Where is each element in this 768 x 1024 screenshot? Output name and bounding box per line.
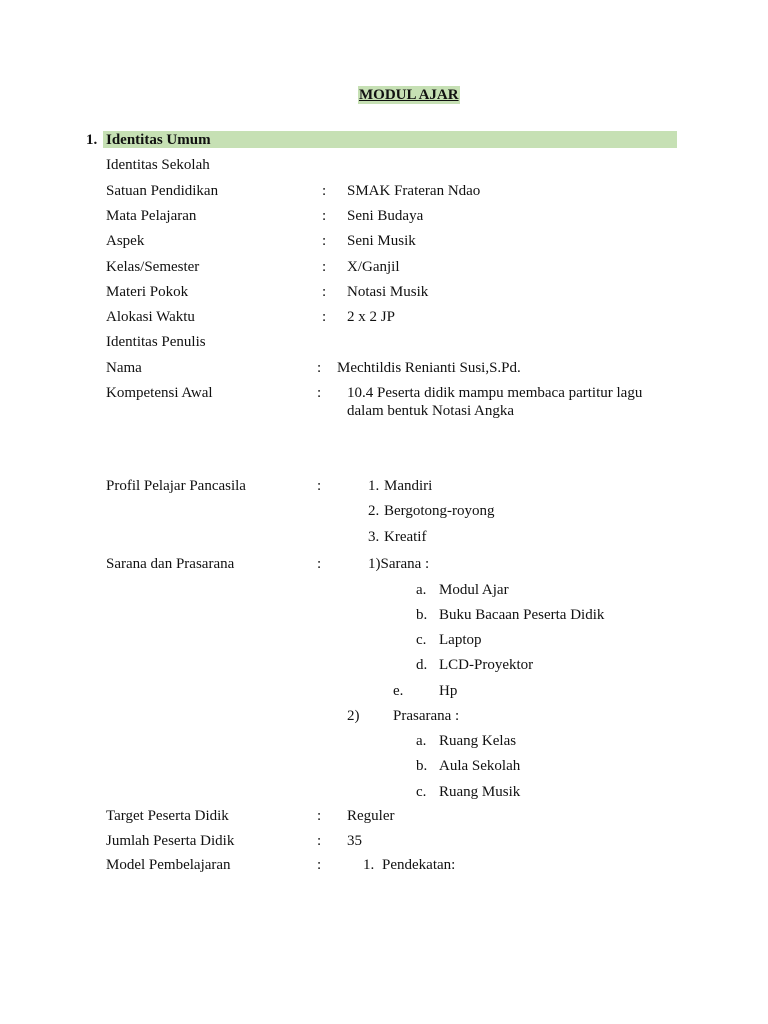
colon: : (317, 857, 322, 873)
list-item: Kreatif (384, 529, 427, 545)
value-aspek: Seni Musik (347, 233, 416, 249)
list-number: 1. (363, 857, 375, 873)
list-item: Hp (439, 683, 458, 699)
colon: : (317, 360, 322, 376)
value-jumlah-peserta: 35 (347, 833, 362, 849)
list-number: 2. (368, 503, 380, 519)
list-item: Bergotong-royong (384, 503, 495, 519)
list-letter: e. (393, 683, 404, 699)
colon: : (317, 385, 322, 401)
colon: : (322, 259, 327, 275)
list-letter: a. (416, 733, 427, 749)
list-item: Ruang Kelas (439, 733, 517, 749)
list-item: Mandiri (384, 478, 433, 494)
value-kelas-semester: X/Ganjil (347, 259, 400, 275)
list-item: LCD-Proyektor (439, 657, 534, 673)
document-title: MODUL AJAR (359, 87, 459, 103)
colon: : (317, 556, 322, 572)
colon: : (322, 183, 327, 199)
list-letter: b. (416, 607, 428, 623)
list-letter: c. (416, 632, 427, 648)
label-aspek: Aspek (106, 233, 145, 249)
prasarana-heading: Prasarana : (393, 708, 460, 724)
label-target-peserta: Target Peserta Didik (106, 808, 229, 824)
colon: : (322, 309, 327, 325)
value-alokasi-waktu: 2 x 2 JP (347, 309, 395, 325)
colon: : (322, 233, 327, 249)
label-kompetensi-awal: Kompetensi Awal (106, 385, 213, 401)
list-letter: a. (416, 582, 427, 598)
subheading-identitas-penulis: Identitas Penulis (106, 334, 206, 350)
value-model-pembelajaran: Pendekatan: (382, 857, 456, 873)
value-materi-pokok: Notasi Musik (347, 284, 429, 300)
colon: : (317, 478, 322, 494)
label-nama: Nama (106, 360, 142, 376)
value-kompetensi-awal: 10.4 Peserta didik mampu membaca partitur lagu dalam bentuk Notasi Angka (347, 385, 643, 419)
colon: : (322, 284, 327, 300)
list-item: Ruang Musik (439, 784, 521, 800)
prasarana-number: 2) (347, 708, 360, 724)
subheading-identitas-sekolah: Identitas Sekolah (106, 157, 210, 173)
value-satuan-pendidikan: SMAK Frateran Ndao (347, 183, 481, 199)
value-target-peserta: Reguler (347, 808, 395, 824)
colon: : (317, 808, 322, 824)
value-mata-pelajaran: Seni Budaya (347, 208, 424, 224)
list-number: 3. (368, 529, 380, 545)
label-satuan-pendidikan: Satuan Pendidikan (106, 183, 219, 199)
label-model-pembelajaran: Model Pembelajaran (106, 857, 231, 873)
label-jumlah-peserta: Jumlah Peserta Didik (106, 833, 235, 849)
sarana-heading: 1)Sarana : (368, 556, 430, 572)
list-item: Aula Sekolah (439, 758, 521, 774)
list-number: 1. (368, 478, 380, 494)
section-number: 1. (86, 132, 98, 148)
list-item: Modul Ajar (439, 582, 509, 598)
label-profil-pelajar: Profil Pelajar Pancasila (106, 478, 246, 494)
section-title: Identitas Umum (106, 132, 211, 148)
label-materi-pokok: Materi Pokok (106, 284, 189, 300)
list-letter: c. (416, 784, 427, 800)
value-nama: Mechtildis Renianti Susi,S.Pd. (337, 360, 521, 376)
label-kelas-semester: Kelas/Semester (106, 259, 200, 275)
label-sarana-prasarana: Sarana dan Prasarana (106, 556, 235, 572)
list-letter: d. (416, 657, 428, 673)
colon: : (322, 208, 327, 224)
list-item: Laptop (439, 632, 482, 648)
colon: : (317, 833, 322, 849)
label-alokasi-waktu: Alokasi Waktu (106, 309, 195, 325)
label-mata-pelajaran: Mata Pelajaran (106, 208, 197, 224)
list-item: Buku Bacaan Peserta Didik (439, 607, 605, 623)
list-letter: b. (416, 758, 428, 774)
